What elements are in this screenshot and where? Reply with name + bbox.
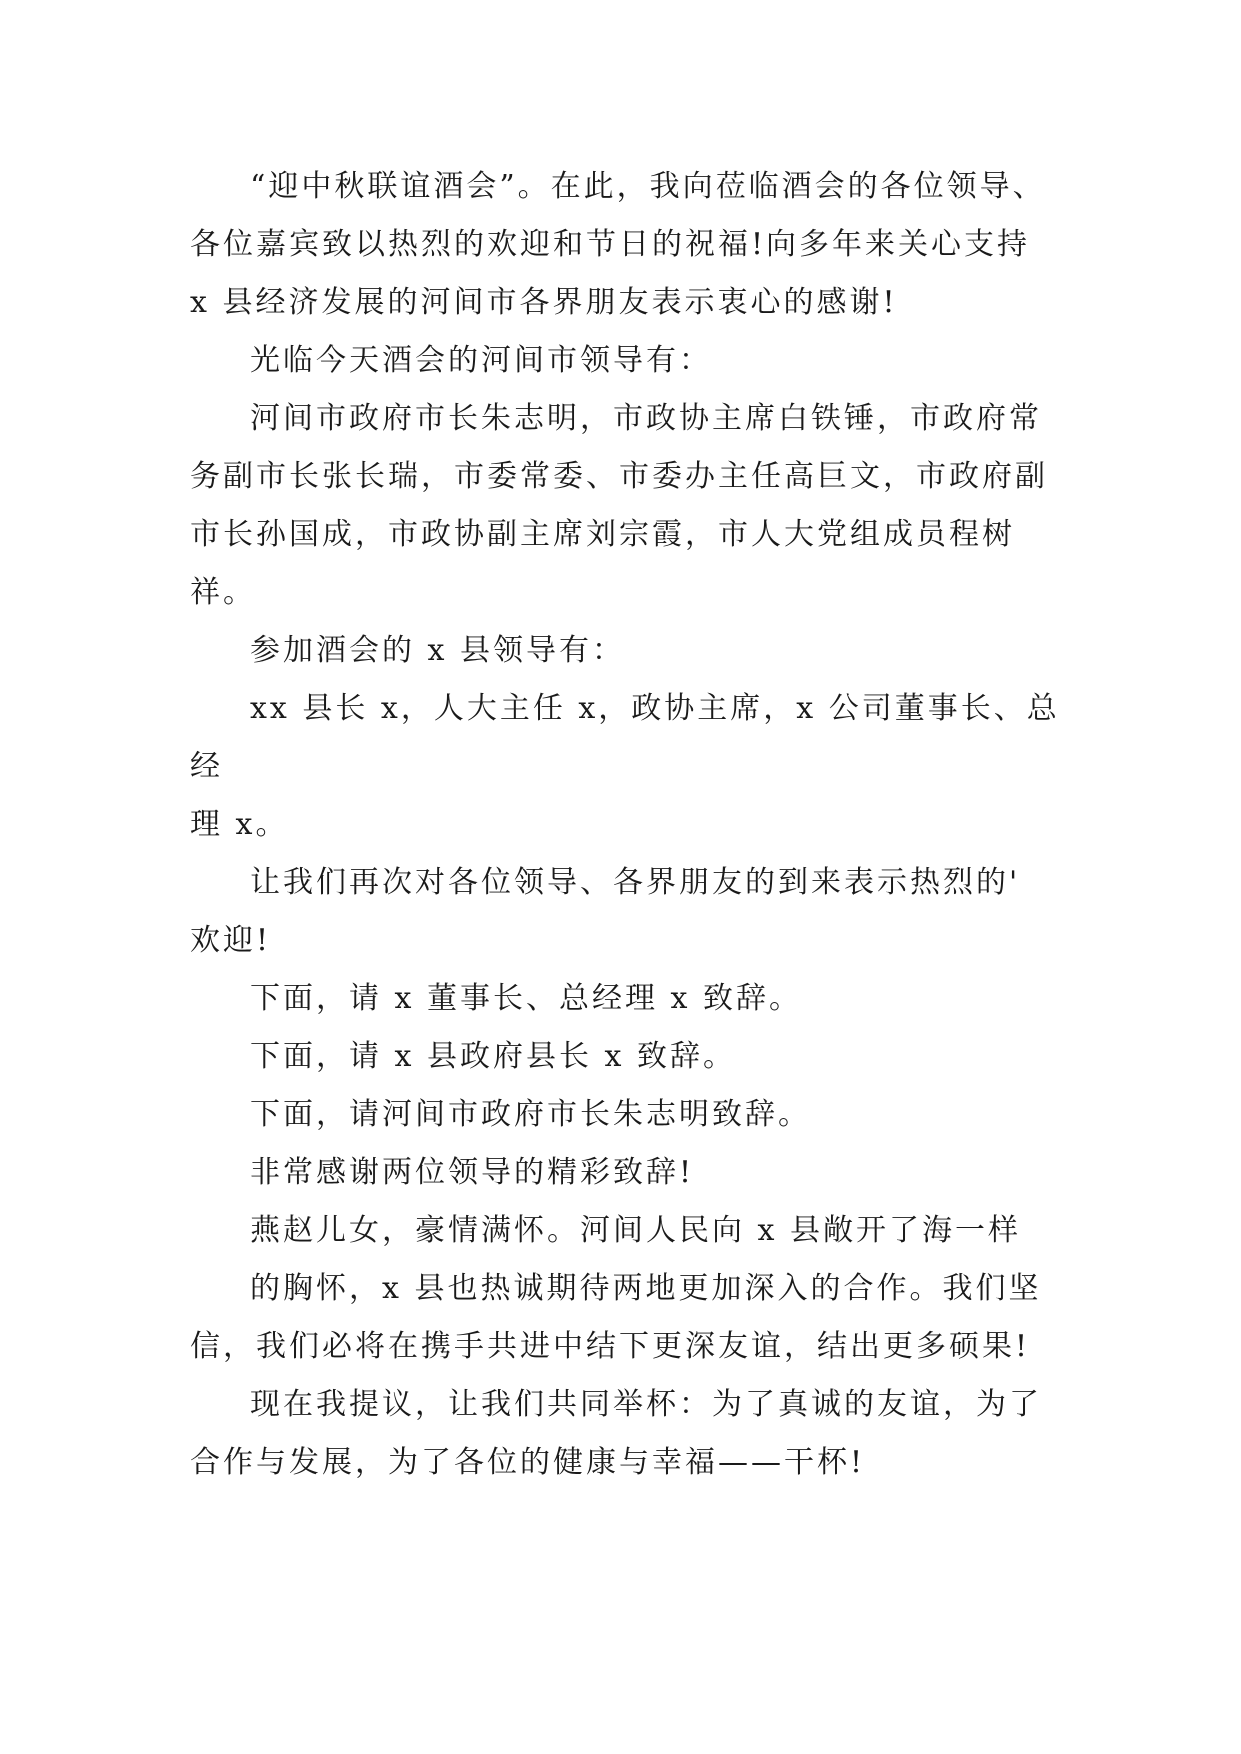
paragraph-welcome-again bbox=[190, 854, 1070, 970]
text-line: x 县经济发展的河间市各界朋友表示衷心的感谢! bbox=[190, 285, 898, 320]
paragraph-thanks bbox=[190, 1144, 1070, 1202]
document-body bbox=[190, 158, 1070, 1492]
text-line: 各位嘉宾致以热烈的欢迎和节日的祝福!向多年来关心支持 bbox=[190, 227, 1031, 262]
paragraph-city-leaders-intro bbox=[190, 332, 1070, 390]
text-line: 非常感谢两位领导的精彩致辞! bbox=[250, 1155, 695, 1190]
text-line: xx 县长 x，人大主任 x，政协主席，x 公司董事长、总经 bbox=[190, 691, 1060, 784]
paragraph-county-leaders-intro bbox=[190, 622, 1070, 680]
text-line: 下面，请 x 县政府县长 x 致辞。 bbox=[250, 1039, 736, 1074]
text-line: 让我们再次对各位领导、各界朋友的到来表示热烈的' bbox=[250, 865, 1021, 900]
paragraph-city-leaders-list bbox=[190, 390, 1070, 622]
text-line: 现在我提议，让我们共同举杯：为了真诚的友谊，为了 bbox=[250, 1387, 1042, 1422]
text-line: 下面，请河间市政府市长朱志明致辞。 bbox=[250, 1097, 811, 1132]
paragraph-county-leaders-list bbox=[190, 680, 1070, 854]
paragraph-cooperation bbox=[190, 1260, 1070, 1376]
text-line: “迎中秋联谊酒会”。在此，我向莅临酒会的各位领导、 bbox=[250, 169, 1046, 204]
text-line: 光临今天酒会的河间市领导有： bbox=[250, 343, 712, 378]
text-line: 参加酒会的 x 县领导有： bbox=[250, 633, 625, 668]
paragraph-speech-chairman bbox=[190, 970, 1070, 1028]
text-line: 河间市政府市长朱志明，市政协主席白铁锤，市政府常 bbox=[250, 401, 1042, 436]
text-line: 市长孙国成，市政协副主席刘宗霞，市人大党组成员程树祥。 bbox=[190, 517, 1015, 610]
text-line: 理 x。 bbox=[190, 807, 289, 842]
text-line: 下面，请 x 董事长、总经理 x 致辞。 bbox=[250, 981, 802, 1016]
text-line: 务副市长张长瑞，市委常委、市委办主任高巨文，市政府副 bbox=[190, 459, 1048, 494]
paragraph-hospitality bbox=[190, 1202, 1070, 1260]
paragraph-speech-mayor bbox=[190, 1086, 1070, 1144]
text-line: 信，我们必将在携手共进中结下更深友谊，结出更多硕果! bbox=[190, 1329, 1031, 1364]
paragraph-toast bbox=[190, 1376, 1070, 1492]
text-line: 燕赵儿女，豪情满怀。河间人民向 x 县敞开了海一样 bbox=[250, 1213, 1021, 1248]
text-line: 合作与发展，为了各位的健康与幸福——干杯! bbox=[190, 1445, 866, 1480]
paragraph-welcome bbox=[190, 158, 1070, 332]
text-line: 的胸怀，x 县也热诚期待两地更加深入的合作。我们坚 bbox=[250, 1271, 1042, 1306]
paragraph-speech-county-head bbox=[190, 1028, 1070, 1086]
text-line: 欢迎! bbox=[190, 923, 272, 958]
